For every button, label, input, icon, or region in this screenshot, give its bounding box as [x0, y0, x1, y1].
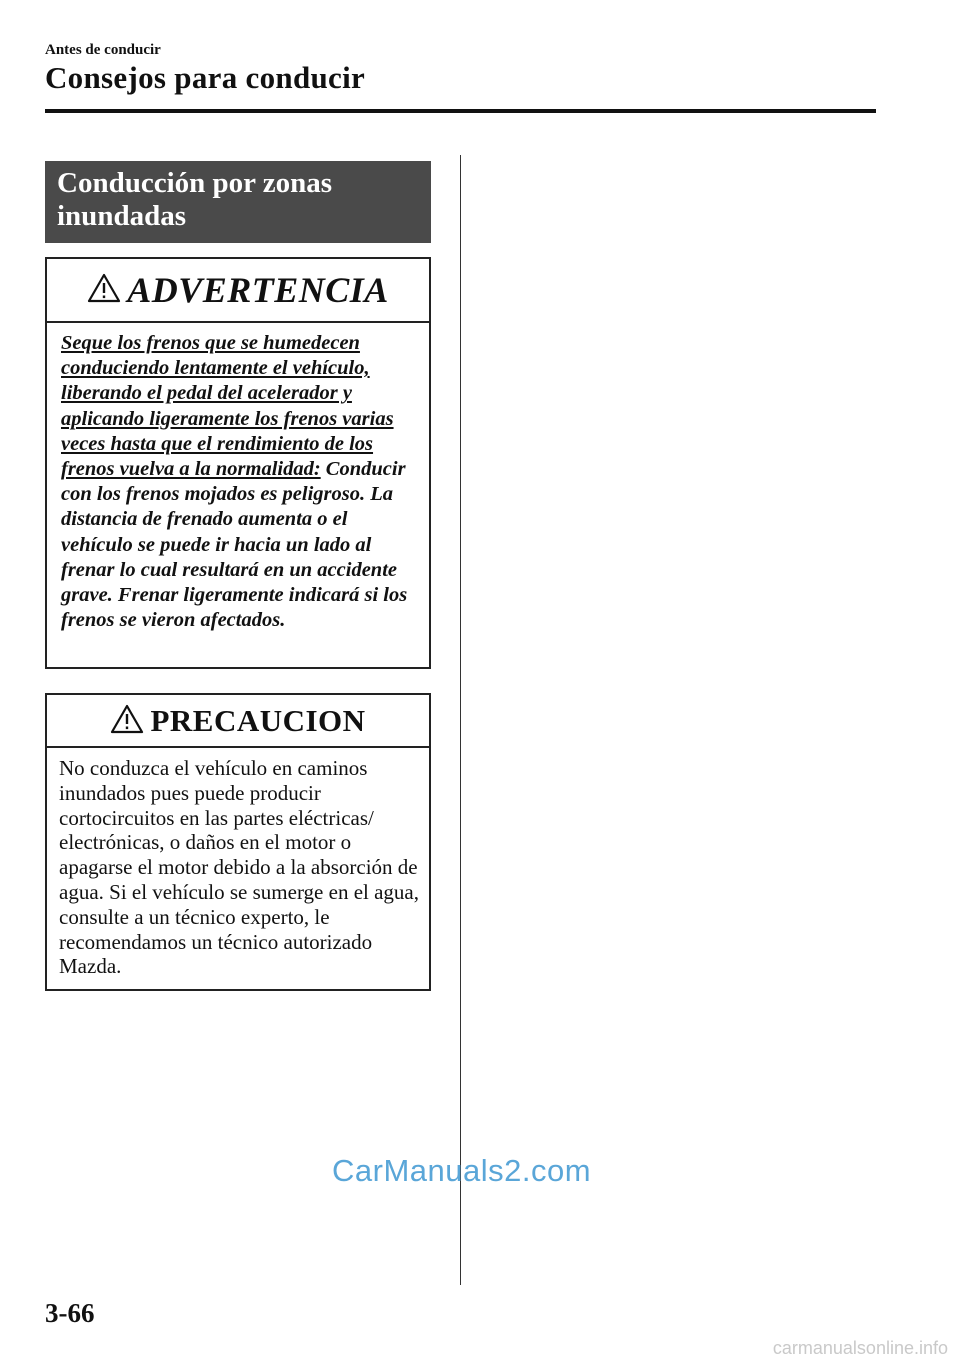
title-rule — [45, 109, 876, 113]
caution-box — [45, 693, 431, 991]
caution-heading: PRECAUCION — [150, 702, 366, 738]
warning-box — [45, 257, 431, 669]
caution-header — [47, 695, 429, 748]
topic-heading: Conducción por zonas inundadas — [45, 161, 431, 243]
warning-text — [47, 323, 429, 633]
page-number: 3-66 — [45, 1298, 95, 1328]
watermark: CarManuals2.com — [332, 1153, 592, 1188]
warning-body-text: Conducir con los frenos mojados es peligroso. La distancia de frenado aumenta o el vehículo se puede ir hacia un lado al frenar lo cual resultará en un accidente grave. Frenar ligeramente indicará si los frenos se vieron afectados. — [61, 458, 408, 632]
warning-triangle-icon — [110, 704, 144, 734]
warning-heading: ADVERTENCIA — [127, 270, 389, 310]
column-divider — [460, 155, 461, 1285]
warning-triangle-icon — [87, 273, 121, 303]
caution-text: No conduzca el vehículo en caminos inundados pues puede producir cortocircuitos en las partes eléctricas/ electrónicas, o daños en el motor o apagarse el motor debido a la absorción de agua. Si el vehículo se sumerge en el agua, consulte a un técnico experto, le recomendamos un técnico autorizado Mazda. — [59, 756, 419, 979]
footer-site-watermark: carmanualsonline.info — [772, 1338, 948, 1358]
warning-lead-text: Seque los frenos que se humedecen conduciendo lentamente el vehículo, liberando el pedal del acelerador y aplicando ligeramente los frenos varias veces hasta que el rendimiento de los frenos vuelva a la normalidad: — [61, 332, 394, 481]
section-label: Antes de conducir — [45, 42, 161, 58]
warning-header — [47, 259, 429, 323]
page-title: Consejos para conducir — [45, 60, 366, 95]
